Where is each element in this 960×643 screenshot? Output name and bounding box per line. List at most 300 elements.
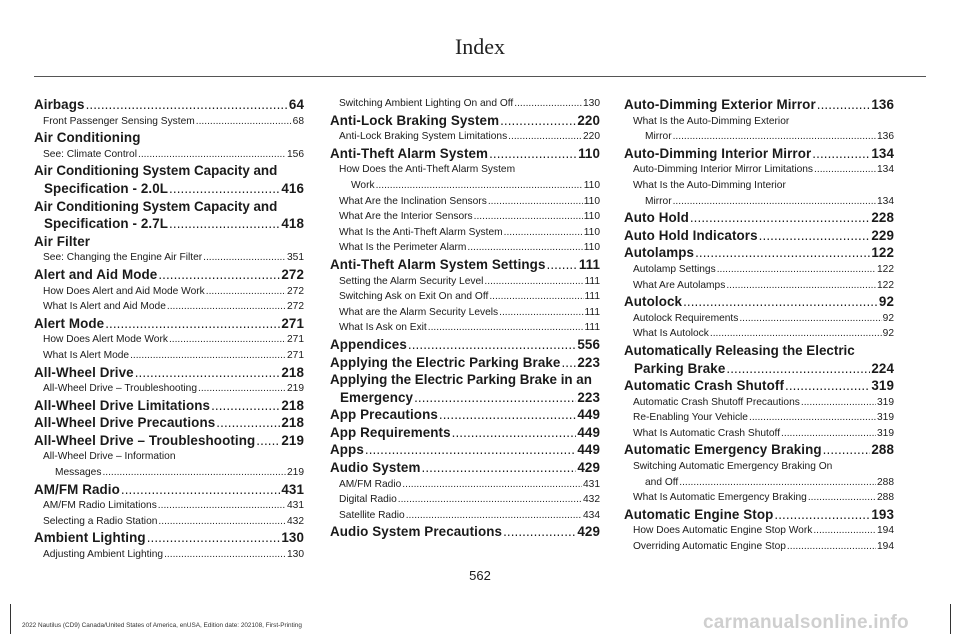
dot-leader xyxy=(414,389,576,407)
index-entry xyxy=(330,209,600,225)
index-entry xyxy=(624,244,894,262)
dot-leader xyxy=(488,194,583,210)
entry-label: Digital Radio xyxy=(339,494,397,506)
index-entry xyxy=(624,293,894,311)
dot-leader xyxy=(135,364,281,382)
entry-label: What Is Alert Mode xyxy=(43,349,130,361)
entry-page-number: 110 xyxy=(583,211,600,223)
dot-leader xyxy=(785,377,870,395)
dot-leader xyxy=(169,180,280,198)
entry-label: Autolamp Settings xyxy=(633,263,716,275)
entry-label: Anti-Theft Alarm System xyxy=(330,145,489,161)
dot-leader xyxy=(216,414,280,432)
entry-page-number: 122 xyxy=(877,263,894,275)
index-entry xyxy=(34,465,304,481)
entry-page-number: 219 xyxy=(287,383,304,395)
entry-label: Apps xyxy=(330,442,364,458)
entry-page-number: 110 xyxy=(583,226,600,238)
dot-leader xyxy=(514,96,582,112)
entry-page-number: 111 xyxy=(578,256,600,272)
entry-page-number: 92 xyxy=(882,312,894,324)
entry-page-number: 288 xyxy=(877,476,894,488)
entry-page-number: 432 xyxy=(583,494,600,506)
entry-page-number: 228 xyxy=(871,210,894,226)
entry-label: Switching Ask on Exit On and Off xyxy=(339,291,489,303)
entry-label: Air Filter xyxy=(34,233,91,249)
entry-page-number: 271 xyxy=(287,334,304,346)
dot-leader xyxy=(256,432,280,450)
index-entry xyxy=(34,299,304,315)
dot-leader xyxy=(503,523,576,541)
entry-label: Autolock Requirements xyxy=(633,312,739,324)
entry-label: Audio System Precautions xyxy=(330,524,503,540)
entry-page-number: 130 xyxy=(583,98,600,109)
index-entry xyxy=(34,114,304,130)
index-entry xyxy=(624,311,894,327)
entry-page-number: 271 xyxy=(281,315,304,331)
entry-label: What Is Automatic Emergency Braking xyxy=(633,492,807,504)
index-entry xyxy=(330,441,600,459)
entry-label: What Is the Anti-Theft Alarm System xyxy=(339,226,503,238)
dot-leader xyxy=(158,498,286,514)
index-entry xyxy=(34,348,304,364)
index-entry xyxy=(624,395,894,411)
crop-mark-left xyxy=(10,604,11,634)
dot-leader xyxy=(814,162,876,178)
index-entry xyxy=(624,326,894,342)
entry-label: Automatic Engine Stop xyxy=(624,506,774,522)
entry-label: App Precautions xyxy=(330,407,438,423)
index-entry xyxy=(330,523,600,541)
entry-page-number: 556 xyxy=(577,336,600,352)
entry-page-number: 218 xyxy=(281,397,304,413)
dot-leader xyxy=(121,481,280,499)
entry-label: Anti-Theft Alarm System Settings xyxy=(330,256,546,272)
entry-page-number: 418 xyxy=(281,216,304,232)
index-entry xyxy=(330,424,600,442)
entry-label: Parking Brake xyxy=(634,360,726,376)
entry-page-number: 134 xyxy=(877,195,894,207)
index-column-2 xyxy=(330,96,600,541)
entry-page-number: 449 xyxy=(577,407,600,423)
index-entry xyxy=(34,498,304,514)
entry-label: Specification - 2.0L xyxy=(44,180,169,196)
index-entry xyxy=(624,96,894,114)
entry-label: and Off xyxy=(645,476,679,488)
entry-label: Auto-Dimming Interior Mirror Limitations xyxy=(633,164,814,176)
index-entry xyxy=(330,477,600,493)
dot-leader xyxy=(695,244,870,262)
entry-page-number: 134 xyxy=(871,145,894,161)
dot-leader xyxy=(398,492,582,508)
entry-page-number: 223 xyxy=(577,354,600,370)
entry-label-line1: Air Conditioning System Capacity and xyxy=(34,163,278,179)
entry-label: Auto-Dimming Interior Mirror xyxy=(624,145,812,161)
entry-label: See: Climate Control xyxy=(43,148,137,160)
entry-page-number: 110 xyxy=(583,195,600,207)
index-entry xyxy=(330,112,600,130)
entry-page-number: 431 xyxy=(281,481,304,497)
index-entry xyxy=(34,180,304,198)
index-entry xyxy=(624,441,894,459)
dot-leader xyxy=(206,284,286,300)
entry-page-number: 92 xyxy=(878,294,894,310)
entry-label: What Is Alert and Aid Mode xyxy=(43,301,166,313)
index-entry xyxy=(330,194,600,210)
entry-label: All-Wheel Drive – Troubleshooting xyxy=(34,432,256,448)
entry-label: See: Changing the Engine Air Filter xyxy=(43,252,203,264)
dot-leader xyxy=(147,529,281,547)
index-entry xyxy=(330,274,600,290)
index-entry xyxy=(624,262,894,278)
index-entry xyxy=(624,410,894,426)
entry-page-number: 130 xyxy=(287,549,304,561)
entry-label: All-Wheel Drive Limitations xyxy=(34,397,211,413)
watermark: carmanualsonline.info xyxy=(703,612,909,633)
entry-label: Alert Mode xyxy=(34,315,105,331)
index-entry xyxy=(34,96,304,114)
dot-leader xyxy=(474,209,583,225)
dot-leader xyxy=(138,147,286,163)
entry-page-number: 431 xyxy=(583,478,600,490)
dot-leader xyxy=(813,523,876,539)
entry-label: How Does Alert and Aid Mode Work xyxy=(43,285,205,297)
dot-leader xyxy=(439,406,576,424)
index-entry xyxy=(34,414,304,432)
entry-label: What Are the Interior Sensors xyxy=(339,211,473,223)
entry-label: What Is the Perimeter Alarm xyxy=(339,242,467,254)
entry-label-line1: Applying the Electric Parking Brake in an xyxy=(330,372,592,388)
entry-page-number: 429 xyxy=(577,524,600,540)
dot-leader xyxy=(561,354,576,372)
dot-leader xyxy=(376,178,583,194)
index-entry xyxy=(34,529,304,547)
index-entry xyxy=(34,432,304,450)
entry-page-number: 223 xyxy=(577,389,600,405)
entry-page-number: 220 xyxy=(583,131,600,143)
index-column-3 xyxy=(624,96,894,555)
index-entry xyxy=(624,227,894,245)
entry-page-number: 130 xyxy=(281,530,304,546)
entry-page-number: 434 xyxy=(583,509,600,521)
entry-label: Auto Hold Indicators xyxy=(624,227,758,243)
entry-page-number: 110 xyxy=(583,179,600,191)
index-entry xyxy=(34,315,304,333)
entry-label: Applying the Electric Parking Brake xyxy=(330,354,561,370)
entry-page-number: 288 xyxy=(871,442,894,458)
dot-leader xyxy=(710,326,882,342)
index-entry xyxy=(34,332,304,348)
entry-page-number: 134 xyxy=(877,164,894,176)
entry-label: Airbags xyxy=(34,97,85,112)
entry-page-number: 122 xyxy=(877,279,894,291)
entry-label-line1: How Does the Anti-Theft Alarm System xyxy=(339,164,516,176)
entry-page-number: 319 xyxy=(871,378,894,394)
entry-label: Auto Hold xyxy=(624,210,689,226)
dot-leader xyxy=(690,209,870,227)
dot-leader xyxy=(406,508,582,524)
entry-label: Audio System xyxy=(330,460,421,476)
dot-leader xyxy=(158,266,280,284)
entry-page-number: 429 xyxy=(577,460,600,476)
entry-label: Autolamps xyxy=(624,245,695,261)
entry-label: Adjusting Ambient Lighting xyxy=(43,549,164,561)
entry-page-number: 272 xyxy=(281,266,304,282)
index-entry xyxy=(330,289,600,305)
entry-page-number: 64 xyxy=(288,97,304,112)
entry-label: What Is Ask on Exit xyxy=(339,322,427,334)
entry-page-number: 319 xyxy=(877,427,894,439)
entry-label-line1: Switching Automatic Emergency Braking On xyxy=(633,461,833,473)
index-column-1 xyxy=(34,96,304,563)
index-entry xyxy=(624,278,894,294)
index-entry xyxy=(34,233,304,251)
dot-leader xyxy=(130,348,286,364)
entry-page-number: 220 xyxy=(577,112,600,128)
dot-leader xyxy=(739,311,881,327)
dot-leader xyxy=(203,250,286,266)
dot-leader xyxy=(167,299,286,315)
entry-page-number: 229 xyxy=(871,227,894,243)
entry-page-number: 194 xyxy=(877,525,894,537)
entry-label: Switching Ambient Lighting On and Off xyxy=(339,98,514,109)
index-entry xyxy=(330,336,600,354)
dot-leader xyxy=(169,215,280,233)
entry-page-number: 219 xyxy=(287,467,304,479)
index-entry xyxy=(330,178,600,194)
entry-label: What Is Automatic Crash Shutoff xyxy=(633,427,781,439)
dot-leader xyxy=(812,145,870,163)
entry-label: All-Wheel Drive – Troubleshooting xyxy=(43,383,198,395)
entry-label: Appendices xyxy=(330,336,407,352)
index-entry xyxy=(34,215,304,233)
crop-mark-right xyxy=(950,604,951,634)
index-entry xyxy=(34,284,304,300)
entry-label: Messages xyxy=(55,467,102,479)
entry-label: What are the Alarm Security Levels xyxy=(339,306,499,318)
entry-page-number: 68 xyxy=(292,115,304,127)
entry-page-number: 272 xyxy=(287,285,304,297)
dot-leader xyxy=(817,96,871,114)
dot-leader xyxy=(489,145,577,163)
dot-leader xyxy=(500,112,576,130)
entry-page-number: 219 xyxy=(281,432,304,448)
index-entry xyxy=(330,225,600,241)
dot-leader xyxy=(428,320,584,336)
entry-page-number: 110 xyxy=(583,242,600,254)
dot-leader xyxy=(547,256,578,274)
entry-label-line1: Air Conditioning System Capacity and xyxy=(34,198,278,214)
index-entry xyxy=(330,508,600,524)
index-entry xyxy=(34,147,304,163)
dot-leader xyxy=(489,289,583,305)
index-entry xyxy=(330,240,600,256)
dot-leader xyxy=(673,194,876,210)
entry-label: Automatic Crash Shutoff Precautions xyxy=(633,396,800,408)
dot-leader xyxy=(169,332,286,348)
index-entry xyxy=(624,145,894,163)
entry-page-number: 449 xyxy=(577,424,600,440)
entry-label: What Are the Inclination Sensors xyxy=(339,195,487,207)
entry-page-number: 111 xyxy=(584,275,600,287)
entry-page-number: 110 xyxy=(578,145,600,161)
dot-leader xyxy=(452,424,577,442)
dot-leader xyxy=(408,336,576,354)
index-entry xyxy=(624,539,894,555)
entry-label: Front Passenger Sensing System xyxy=(43,115,195,127)
entry-page-number: 122 xyxy=(871,245,894,261)
entry-page-number: 351 xyxy=(287,252,304,264)
entry-label: What Is Autolock xyxy=(633,328,709,340)
entry-label: Selecting a Radio Station xyxy=(43,515,158,527)
entry-label: How Does Alert Mode Work xyxy=(43,334,168,346)
index-entry xyxy=(330,406,600,424)
index-entry xyxy=(624,475,894,491)
dot-leader xyxy=(683,293,878,311)
edition-footer: 2022 Nautilus (CD9) Canada/United States of America, enUSA, Edition date: 202108, First-Printing xyxy=(22,622,302,629)
entry-page-number: 271 xyxy=(287,349,304,361)
dot-leader xyxy=(823,441,871,459)
index-entry xyxy=(624,194,894,210)
index-entry xyxy=(330,305,600,321)
index-entry xyxy=(624,523,894,539)
entry-label: How Does Automatic Engine Stop Work xyxy=(633,525,813,537)
entry-page-number: 449 xyxy=(577,442,600,458)
index-entry xyxy=(624,129,894,145)
entry-label: Air Conditioning xyxy=(34,130,141,146)
dot-leader xyxy=(717,262,876,278)
entry-page-number: 136 xyxy=(871,97,894,112)
entry-page-number: 194 xyxy=(877,541,894,553)
dot-leader xyxy=(164,547,286,563)
entry-label: AM/FM Radio xyxy=(34,481,120,497)
entry-page-number: 111 xyxy=(584,291,600,303)
dot-leader xyxy=(759,227,871,245)
index-entry xyxy=(624,162,894,178)
entry-label-line1: What Is the Auto-Dimming Exterior xyxy=(633,115,790,127)
dot-leader xyxy=(158,514,286,530)
entry-label: Automatic Crash Shutoff xyxy=(624,378,785,394)
index-entry xyxy=(330,389,600,407)
index-entry xyxy=(34,514,304,530)
entry-label: All-Wheel Drive xyxy=(34,364,134,380)
entry-label: App Requirements xyxy=(330,424,451,440)
index-entry xyxy=(34,547,304,563)
entry-page-number: 319 xyxy=(877,412,894,424)
entry-label: All-Wheel Drive Precautions xyxy=(34,415,216,431)
dot-leader xyxy=(808,490,876,506)
index-entry xyxy=(330,96,600,112)
dot-leader xyxy=(508,129,582,145)
entry-label: Ambient Lighting xyxy=(34,530,146,546)
entry-label: Alert and Aid Mode xyxy=(34,266,158,282)
index-entry xyxy=(34,481,304,499)
entry-page-number: 218 xyxy=(281,364,304,380)
entry-page-number: 136 xyxy=(877,131,894,143)
dot-leader xyxy=(673,129,876,145)
entry-page-number: 319 xyxy=(877,396,894,408)
index-entry xyxy=(330,320,600,336)
dot-leader xyxy=(198,381,286,397)
entry-label: Anti-Lock Braking System xyxy=(330,112,500,128)
dot-leader xyxy=(105,315,280,333)
entry-page-number: 272 xyxy=(287,301,304,313)
dot-leader xyxy=(749,410,876,426)
dot-leader xyxy=(86,96,288,114)
entry-label: Mirror xyxy=(645,195,672,207)
dot-leader xyxy=(774,506,870,524)
entry-label: Anti-Lock Braking System Limitations xyxy=(339,131,508,143)
index-entry xyxy=(330,145,600,163)
entry-label: Work xyxy=(351,179,375,191)
entry-label: AM/FM Radio xyxy=(339,478,402,490)
entry-page-number: 431 xyxy=(287,500,304,512)
entry-label: AM/FM Radio Limitations xyxy=(43,500,157,512)
entry-page-number: 224 xyxy=(871,360,894,376)
dot-leader xyxy=(365,441,576,459)
dot-leader xyxy=(781,426,876,442)
dot-leader xyxy=(801,395,876,411)
entry-page-number: 218 xyxy=(281,415,304,431)
dot-leader xyxy=(726,278,876,294)
entry-label: Mirror xyxy=(645,131,672,143)
dot-leader xyxy=(196,114,292,130)
index-entry xyxy=(624,209,894,227)
title-divider xyxy=(34,76,926,77)
entry-page-number: 111 xyxy=(584,322,600,334)
entry-page-number: 416 xyxy=(281,180,304,196)
index-entry xyxy=(34,397,304,415)
index-entry xyxy=(624,426,894,442)
entry-label-line1: All-Wheel Drive – Information xyxy=(43,451,176,463)
index-entry xyxy=(330,256,600,274)
entry-label: Satellite Radio xyxy=(339,509,405,521)
index-entry xyxy=(34,129,304,147)
dot-leader xyxy=(102,465,286,481)
entry-page-number: 432 xyxy=(287,515,304,527)
entry-label: Auto-Dimming Exterior Mirror xyxy=(624,97,816,112)
entry-page-number: 288 xyxy=(877,492,894,504)
dot-leader xyxy=(402,477,582,493)
index-entry xyxy=(34,364,304,382)
dot-leader xyxy=(484,274,583,290)
dot-leader xyxy=(504,225,583,241)
entry-label: Specification - 2.7L xyxy=(44,216,169,232)
entry-label: Emergency xyxy=(340,389,414,405)
entry-label-line1: Automatically Releasing the Electric xyxy=(624,342,855,358)
dot-leader xyxy=(726,360,870,378)
index-entry xyxy=(624,490,894,506)
index-entry xyxy=(624,377,894,395)
entry-label: Overriding Automatic Engine Stop xyxy=(633,541,786,553)
index-entry xyxy=(34,266,304,284)
entry-page-number: 193 xyxy=(871,506,894,522)
dot-leader xyxy=(467,240,582,256)
entry-page-number: 111 xyxy=(584,306,600,318)
dot-leader xyxy=(679,475,876,491)
entry-label: Setting the Alarm Security Level xyxy=(339,275,484,287)
dot-leader xyxy=(211,397,280,415)
index-entry xyxy=(330,459,600,477)
entry-page-number: 92 xyxy=(882,328,894,340)
entry-label-line1: What Is the Auto-Dimming Interior xyxy=(633,179,786,191)
dot-leader xyxy=(499,305,583,321)
index-entry xyxy=(34,381,304,397)
entry-label: Automatic Emergency Braking xyxy=(624,442,822,458)
entry-page-number: 156 xyxy=(287,148,304,160)
index-entry xyxy=(34,250,304,266)
index-entry xyxy=(330,354,600,372)
